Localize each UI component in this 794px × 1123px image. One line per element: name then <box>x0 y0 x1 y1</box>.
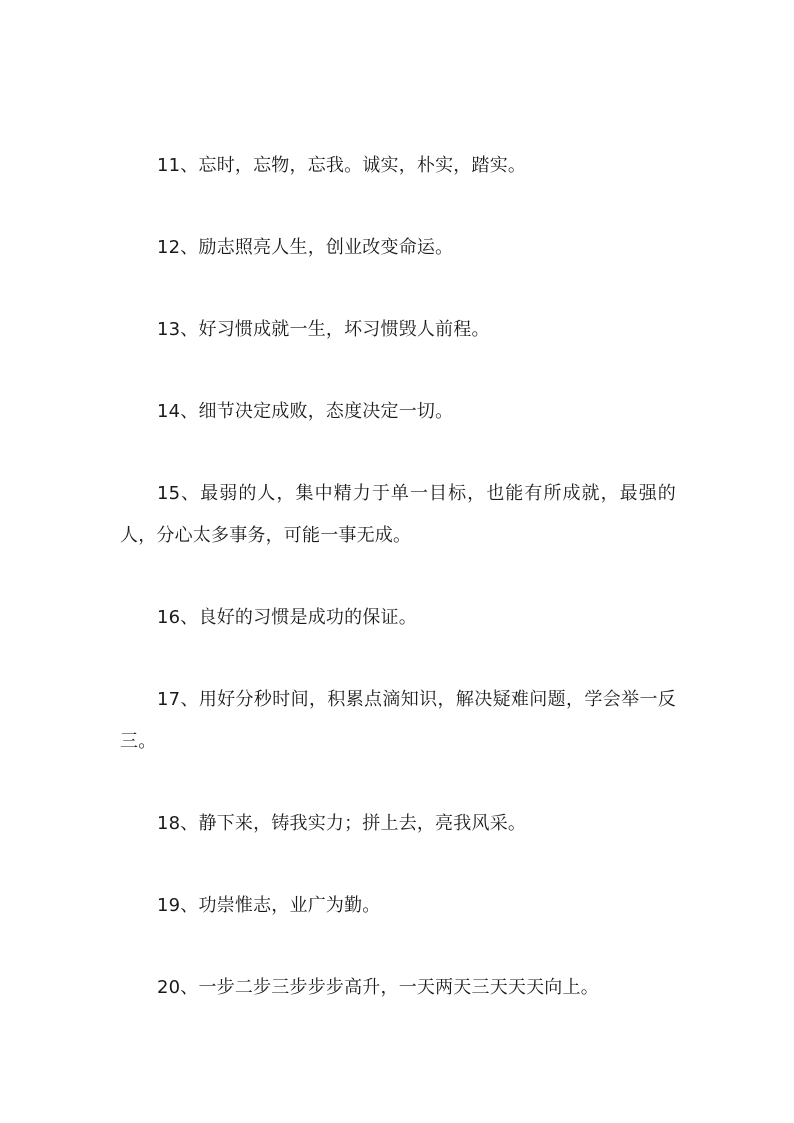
paragraph-17: 17、用好分秒时间，积累点滴知识，解决疑难问题，学会举一反三。 <box>120 689 676 752</box>
paragraph-15: 15、最弱的人，集中精力于单一目标，也能有所成就，最强的人，分心太多事务，可能一事无成。 <box>120 483 676 546</box>
paragraph-20: 20、一步二步三步步步高升，一天两天三天天天向上。 <box>157 977 599 998</box>
paragraph-14: 14、细节决定成败，态度决定一切。 <box>157 401 454 422</box>
document-body <box>120 145 676 1049</box>
paragraph-18: 18、静下来，铸我实力；拼上去，亮我风采。 <box>157 813 527 834</box>
paragraph-16: 16、良好的习惯是成功的保证。 <box>157 607 417 628</box>
paragraph-13: 13、好习惯成就一生，坏习惯毁人前程。 <box>157 319 490 340</box>
paragraph-19: 19、功崇惟志，业广为勤。 <box>157 895 381 916</box>
paragraph-12: 12、励志照亮人生，创业改变命运。 <box>157 237 454 258</box>
paragraph-11: 11、忘时，忘物，忘我。诚实，朴实，踏实。 <box>157 155 527 176</box>
